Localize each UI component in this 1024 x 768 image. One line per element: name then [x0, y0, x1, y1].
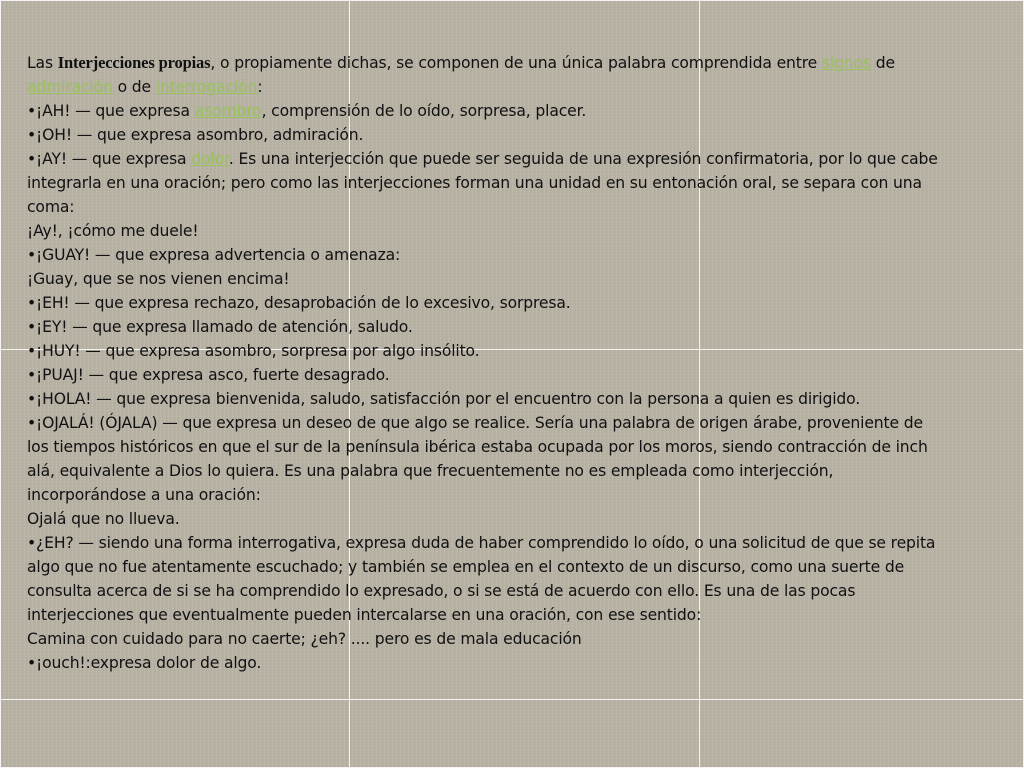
intro-bold-term: Interjecciones propias — [57, 53, 211, 72]
item-ojala: •¡OJALÁ! (ÓJALA) — que expresa un deseo de que algo se realice. Sería una palabra de origen árabe, proveniente de — [27, 414, 923, 432]
item-eh-question-line4: interjecciones que eventualmente pueden intercalarse en una oración, con ese sentido: — [27, 606, 702, 624]
item-ay-line2: integrarla en una oración; pero como las interjecciones forman una unidad en su entonación oral, se separa con una — [27, 174, 922, 192]
item-puaj: •¡PUAJ! — que expresa asco, fuerte desagrado. — [27, 366, 390, 384]
slide-body — [27, 51, 995, 675]
link-dolor[interactable]: dolor — [191, 150, 229, 168]
intro-text: , o propiamente dichas, se componen de una única palabra comprendida entre — [210, 54, 822, 72]
grid-line — [0, 0, 1, 768]
item-text: , comprensión de lo oído, sorpresa, placer. — [261, 102, 587, 120]
example-eh: Camina con cuidado para no caerte; ¿eh? .... pero es de mala educación — [27, 630, 582, 648]
item-guay: •¡GUAY! — que expresa advertencia o amenaza: — [27, 246, 401, 264]
item-ouch: •¡ouch!:expresa dolor de algo. — [27, 654, 262, 672]
item-ojala-line2: los tiempos históricos en que el sur de la península ibérica estaba ocupada por los moros, siendo contracción de inch — [27, 438, 928, 456]
item-huy: •¡HUY! — que expresa asombro, sorpresa por algo insólito. — [27, 342, 480, 360]
intro-line — [27, 75, 995, 99]
example-ay: ¡Ay!, ¡cómo me duele! — [27, 222, 199, 240]
intro-text: o de — [112, 78, 156, 96]
intro-text: : — [257, 78, 263, 96]
link-signos[interactable]: signos — [821, 54, 871, 72]
link-interrogacion[interactable]: interrogación — [155, 78, 258, 96]
item-eh-question-line3: consulta acerca de si se ha comprendido lo expresado, o si se está de acuerdo con ello. Es una de las pocas — [27, 582, 856, 600]
intro-line — [27, 51, 995, 75]
item-eh-question-line2: algo que no fue atentamente escuchado; y también se emplea en el contexto de un discurso, como una suerte de — [27, 558, 905, 576]
item-text: •¡AH! — que expresa — [27, 102, 195, 120]
grid-line — [0, 0, 1024, 1]
item-eh-question: •¿EH? — siendo una forma interrogativa, expresa duda de haber comprendido lo oído, o una solicitud de que se repita — [27, 534, 936, 552]
item-ojala-line3: alá, equivalente a Dios lo quiera. Es una palabra que frecuentemente no es empleada como interjección, — [27, 462, 834, 480]
item-ay-line3: coma: — [27, 198, 75, 216]
item-text: . Es una interjección que puede ser seguida de una expresión confirmatoria, por lo que cabe — [228, 150, 938, 168]
item-text: •¡AY! — que expresa — [27, 150, 192, 168]
item-hola: •¡HOLA! — que expresa bienvenida, saludo, satisfacción por el encuentro con la persona a quien es dirigido. — [27, 390, 861, 408]
item-ojala-line4: incorporándose a una oración: — [27, 486, 261, 504]
item-ay — [27, 147, 995, 171]
example-guay: ¡Guay, que se nos vienen encima! — [27, 270, 290, 288]
item-eh: •¡EH! — que expresa rechazo, desaprobación de lo excesivo, sorpresa. — [27, 294, 571, 312]
grid-line — [0, 699, 1024, 700]
item-ah — [27, 99, 995, 123]
intro-text: de — [870, 54, 895, 72]
item-ey: •¡EY! — que expresa llamado de atención, saludo. — [27, 318, 413, 336]
intro-text: Las — [27, 54, 58, 72]
link-admiracion[interactable]: admiración — [27, 78, 113, 96]
link-asombro[interactable]: asombro — [194, 102, 262, 120]
example-ojala: Ojalá que no llueva. — [27, 510, 180, 528]
item-oh: •¡OH! — que expresa asombro, admiración. — [27, 126, 364, 144]
